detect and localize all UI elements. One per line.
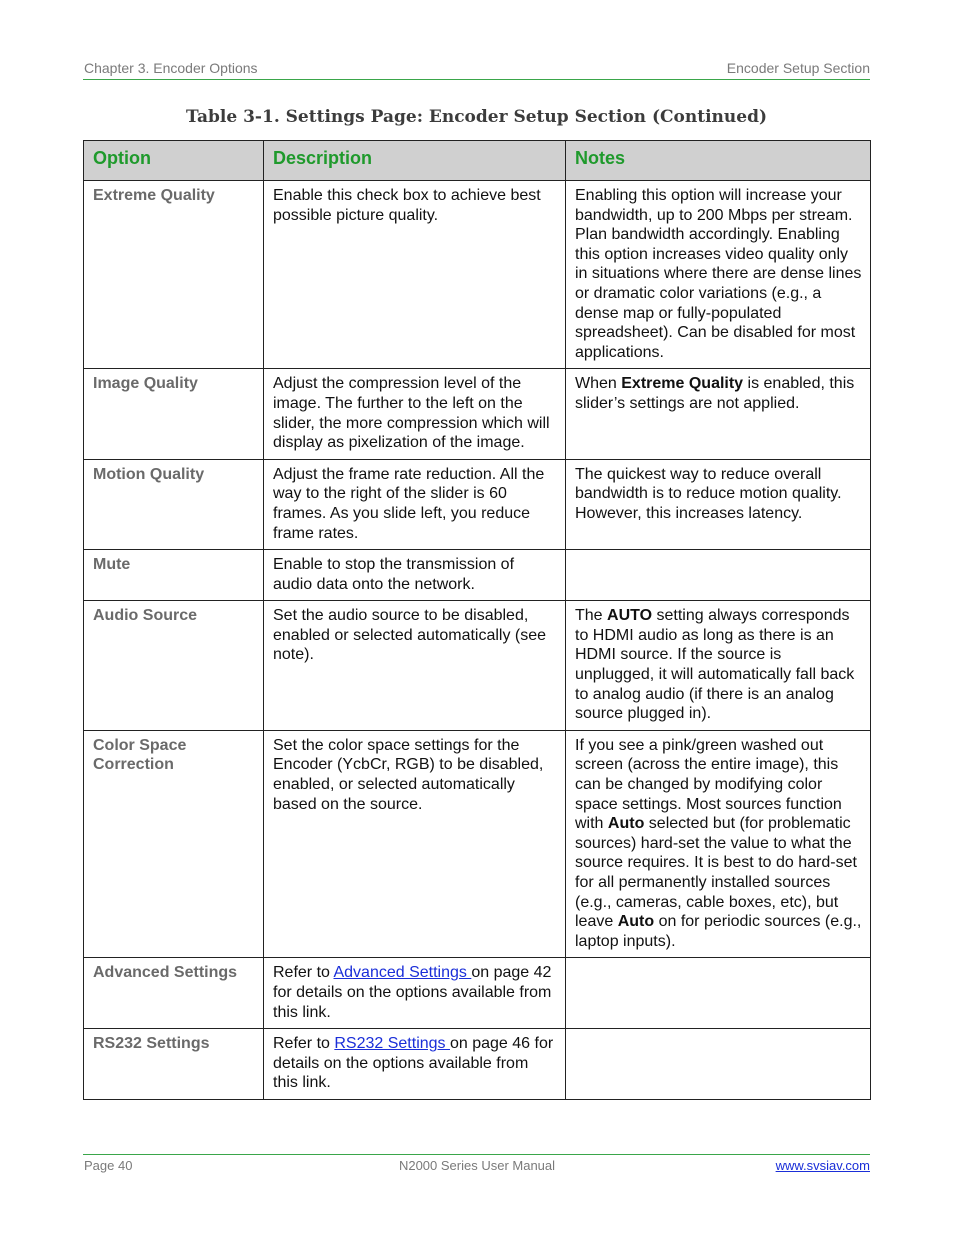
notes-cell [566,550,871,601]
notes-text: is enabled, this slider’s settings are not applied. [575,375,855,412]
table-header-row [84,141,871,181]
option-cell: Extreme Quality [84,181,264,369]
footer-divider [83,1154,870,1155]
option-cell: Mute [84,550,264,601]
description-cell [264,1029,566,1100]
notes-cell [566,601,871,731]
settings-table [83,140,871,1100]
notes-emphasis: Auto [617,913,655,931]
page-number: Page 40 [84,1158,133,1173]
option-cell: Advanced Settings [84,958,264,1029]
notes-emphasis: Auto [607,815,645,833]
description-cell: Enable this check box to achieve best possible picture quality. [264,181,566,369]
description-cell: Adjust the frame rate reduction. All the way to the right of the slider is 60 frames. As you slide left, you reduce frame rates. [264,459,566,549]
notes-text: If you see a pink/green washed out screen (across the entire image), this can be changed by modifying color space settings. Most sources function with [575,736,842,833]
website-link[interactable]: www.svsiav.com [775,1158,870,1173]
advanced-settings-link[interactable]: Advanced Settings [333,964,472,982]
table-row [84,369,871,459]
notes-cell [566,1029,871,1100]
header-divider [83,79,870,80]
manual-title: N2000 Series User Manual [398,1158,556,1173]
option-cell: RS232 Settings [84,1029,264,1100]
description-cell: Set the color space settings for the Encoder (YcbCr, RGB) to be disabled, enabled, or selected automatically based on the source. [264,730,566,958]
table-row [84,601,871,731]
table-row [84,459,871,549]
column-header-description: Description [264,141,566,181]
option-cell [84,730,264,958]
running-header-section: Encoder Setup Section [726,60,870,76]
description-text: on page 42 for details on the options available from this link. [273,964,552,1021]
option-cell: Motion Quality [84,459,264,549]
table-row [84,1029,871,1100]
table-row [84,550,871,601]
description-text: Refer to [273,964,334,982]
description-cell: Enable to stop the transmission of audio data onto the network. [264,550,566,601]
notes-cell: The quickest way to reduce overall bandwidth is to reduce motion quality. However, this increases latency. [566,459,871,549]
notes-cell: Enabling this option will increase your bandwidth, up to 200 Mbps per stream. Plan bandwidth accordingly. Enabling this option increases video quality only in situations where there are dense lines or dramatic color variations (e.g., a dense map or fully-populated spreadsheet). Can be disabled for most applications. [566,181,871,369]
notes-text: When [575,375,622,393]
column-header-notes: Notes [566,141,871,181]
notes-text: setting always corresponds to HDMI audio as long as there is an HDMI source. If the source is unplugged, it will automatically fall back to analog audio (if there is an analog source plugged in). [575,607,855,723]
option-label-line: Correction [93,756,174,774]
description-text: Refer to [273,1035,335,1053]
notes-cell [566,730,871,958]
table-row [84,730,871,958]
running-header-chapter: Chapter 3. Encoder Options [84,60,258,76]
notes-cell [566,958,871,1029]
table-row [84,958,871,1029]
rs232-settings-link[interactable]: RS232 Settings [334,1035,450,1053]
option-label-line: Color Space [93,736,187,754]
table-caption: Table 3-1. Settings Page: Encoder Setup Section (Continued) [185,107,767,127]
description-text: on page 46 for details on the options available from this link. [273,1035,554,1092]
notes-text: The [575,607,608,625]
column-header-option: Option [84,141,264,181]
notes-text: selected but (for problematic sources) hard-set the value to what the source requires. It is best to do hard-set for all permanently installed sources (e.g., cameras, cable boxes, etc), but leave [575,815,857,931]
table-row [84,181,871,369]
option-cell: Image Quality [84,369,264,459]
notes-text: on for periodic sources (e.g., laptop inputs). [575,913,862,950]
notes-emphasis: Extreme Quality [621,375,744,393]
notes-emphasis: AUTO [607,607,653,625]
notes-cell [566,369,871,459]
option-cell: Audio Source [84,601,264,731]
description-cell: Adjust the compression level of the image. The further to the left on the slider, the more compression which will display as pixelization of the image. [264,369,566,459]
description-cell: Set the audio source to be disabled, enabled or selected automatically (see note). [264,601,566,731]
description-cell [264,958,566,1029]
